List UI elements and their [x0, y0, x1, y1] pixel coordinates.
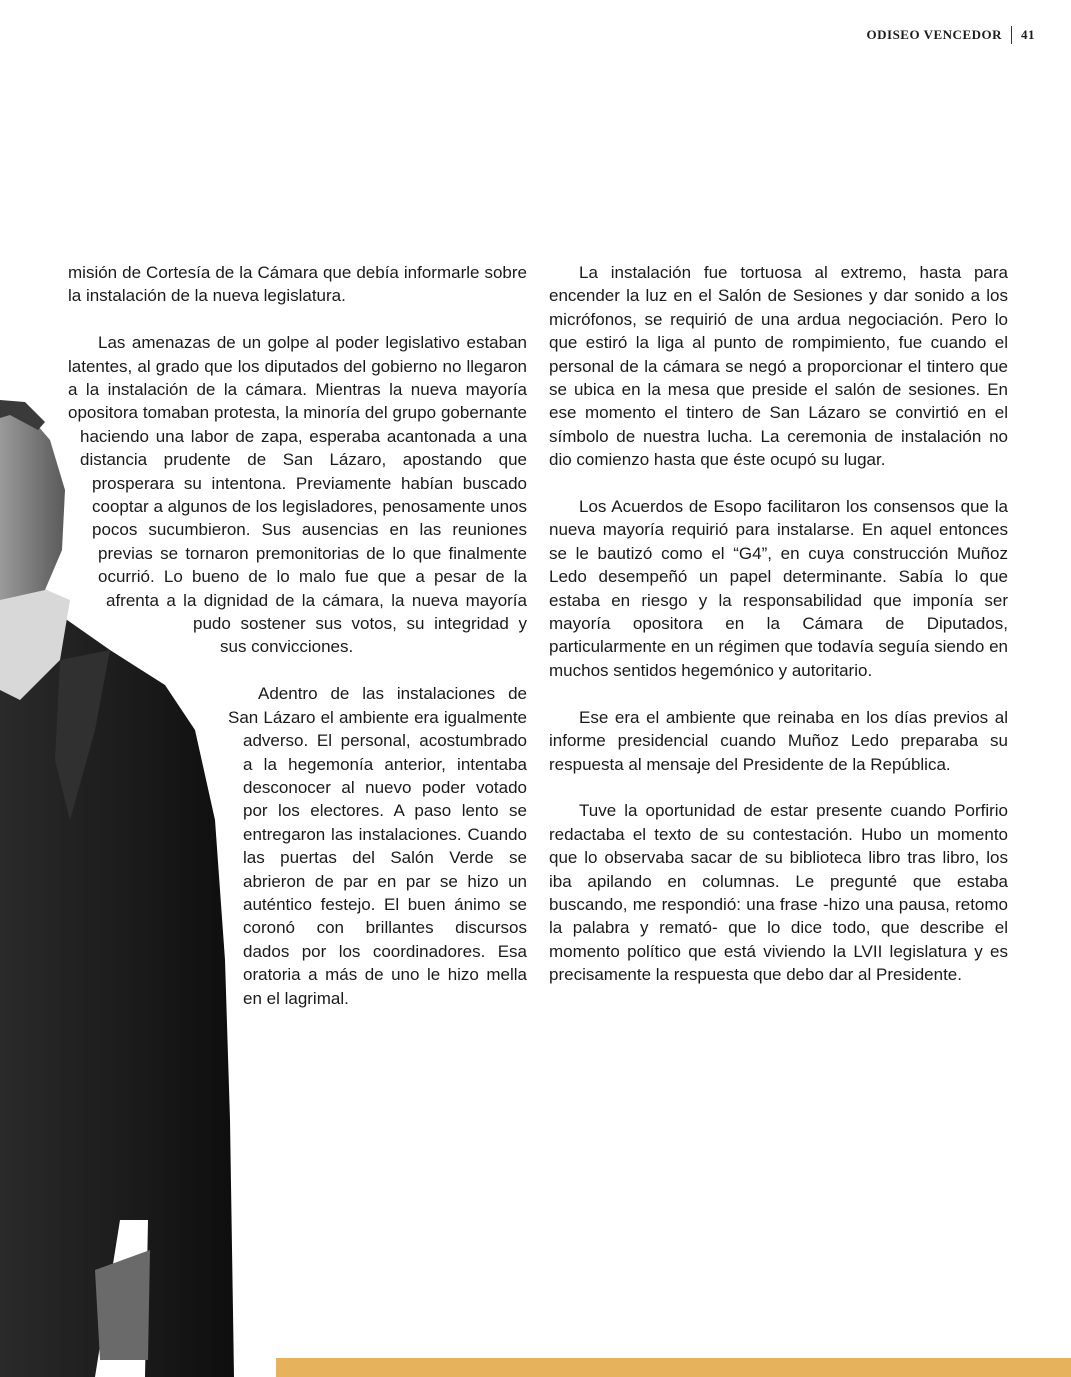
right-text-column — [549, 261, 1008, 1010]
left-text-column — [68, 261, 527, 1351]
paragraph: Ese era el ambiente que reinaba en los días previos al informe presidencial cuando Muñoz Ledo preparaba su respuesta al mensaje del Presidente de la República. — [549, 707, 1008, 774]
running-header — [867, 26, 1035, 44]
paragraph: Las amenazas de un golpe al poder legislativo estaban latentes, al grado que los diputados del gobierno no llegaron a la instalación de la cámara. Mientras la nueva mayoría opositora tomaban protesta, la minoría del grupo gobernante haciendo una labor de zapa, esperaba acantonada a una distancia prudente de San Lázaro, apostando que prosperara su intentona. Previamente habían buscado cooptar a algunos de los legisladores, penosamente unos pocos sucumbieron. Sus ausencias en las reuniones previas se tornaron premonitorias de lo que finalmente ocurrió. Lo bueno de lo malo fue que a pesar de la afrenta a la dignidad de la cámara, la nueva mayoría pudo sostener sus votos, su integridad y sus convicciones. — [68, 333, 527, 657]
header-divider — [1011, 26, 1012, 44]
section-title: ODISEO VENCEDOR — [866, 27, 1002, 42]
paragraph: La instalación fue tortuosa al extremo, hasta para encender la luz en el Salón de Sesiones y dar sonido a los micrófonos, se requirió de una ardua negociación. Pero lo que estiró la liga al punto de rompimiento, fue cuando el personal de la cámara se negó a proporcionar el tintero que se ubica en la mesa que preside el salón de sesiones. En ese momento el tintero de San Lázaro se convirtió en el símbolo de nuestra lucha. La ceremonia de instalación no dio comienzo hasta que éste ocupó su lugar. — [549, 263, 1008, 470]
page-number: 41 — [1021, 27, 1035, 42]
paragraph: Adentro de las instalaciones de San Lázaro el ambiente era igualmente adverso. El personal, acostumbrado a la hegemonía anterior, intentaba desconocer al nuevo poder votado por los electores. A paso lento se entregaron las instalaciones. Cuando las puertas del Salón Verde se abrieron de par en par se hizo un auténtico festejo. El buen ánimo se coronó con brillantes discursos dados por los coordinadores. Esa oratoria a más de uno le hizo mella en el lagrimal. — [228, 684, 527, 1008]
accent-footer-bar — [276, 1358, 1071, 1377]
paragraph: misión de Cortesía de la Cámara que debía informarle sobre la instalación de la nueva legislatura. — [68, 263, 527, 306]
paragraph: Tuve la oportunidad de estar presente cuando Porfirio redactaba el texto de su contestación. Hubo un momento que lo observaba sacar de su biblioteca libro tras libro, los iba apilando en columnas. Le pregunté que estaba buscando, me respondió: una frase -hizo una pausa, retomo la palabra y remató- que lo dice todo, que describe el momento político que está viviendo la LVII legislatura y es precisamente la respuesta que debo dar al Presidente. — [549, 801, 1008, 985]
paragraph: Los Acuerdos de Esopo facilitaron los consensos que la nueva mayoría requirió para instalarse. En aquel entonces se le bautizó como el “G4”, en cuya construcción Muñoz Ledo desempeñó un papel determinante. Sabía lo que estaba en riesgo y la responsabilidad que imponía ser mayoría opositora en la Cámara de Diputados, particularmente en un régimen que todavía seguía siendo en muchos sentidos hegemónico y autoritario. — [549, 497, 1008, 680]
